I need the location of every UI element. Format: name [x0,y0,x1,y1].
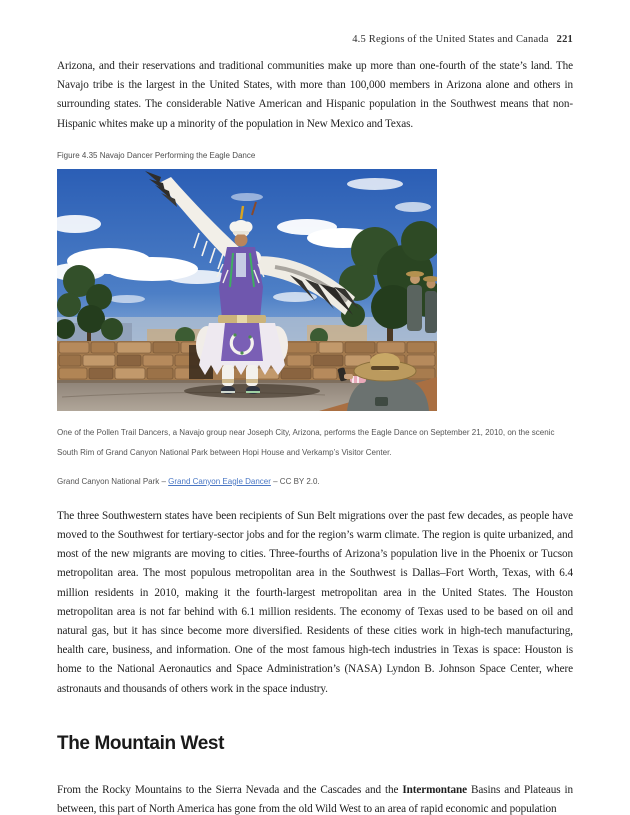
paragraph-sunbelt-migrations: The three Southwestern states have been recipients of Sun Belt migrations over the past few decades, as people have moved to the Southwest for tertiary-sector jobs and for the region’s warm climate. The region is quite urbanized, and most of the new migrants are moving to cities. Three-fourths of Arizona’s population live in the Phoenix or Tucson metropolitan area. The most populous metropolitan area in the Southwest is Dallas–Fort Worth, Texas, with 6.4 million residents in 2010, making it the fourth-largest metropolitan area in the United States. The Houston metropolitan area is not far behind with 6.1 million residents. The economy of Texas used to be based on oil and natural gas, but it has since become more diversified. Residents of these cities work in high-tech manufacturing, health care, business, and information. One of the most famous high-tech industries in Texas is space: Houston is home to the National Aeronautics and Space Administration’s (NASA) Lyndon B. Johnson Space Center, where astronauts and thousands of others work in the space industry. [57,509,573,695]
figure-attribution [57,477,573,486]
paragraph-arizona-navajo: Arizona, and their reservations and traditional communities make up more than one-fourth of the state’s land. The Navajo tribe is the largest in the United States, with more than 100,000 members in Arizona alone and others in surrounding states. The considerable Native American and Hispanic population in the Southwest means that non-Hispanic whites make up a minority of the population in New Mexico and Texas. [57,60,573,130]
intermontane-term: Intermontane [402,783,468,796]
paragraph-mountain-west [57,781,573,815]
attribution-source: Grand Canyon National Park – [57,476,169,486]
eagle-dancer-link[interactable]: Grand Canyon Eagle Dancer [168,476,271,486]
paragraph-mountain-west-end: Basins and Plateaus in between, this part of North America has gone from the old Wild West to an area of rapid economic and population [57,783,573,815]
eagle-dancer-photo-graphic [57,169,437,411]
figure-label: Figure 4.35 Navajo Dancer Performing the Eagle Dance [57,150,256,160]
paragraph-mountain-west-start: From the Rocky Mountains to the Sierra Nevada and the Cascades and the [57,783,403,796]
running-header-section: 4.5 Regions of the United States and Canada [352,34,549,45]
figure-4-35 [57,151,573,486]
page-number: 221 [556,34,573,45]
section-heading-mountain-west: The Mountain West [57,732,225,754]
running-header [57,34,573,45]
eagle-dancer-photo [57,169,437,411]
attribution-license: – CC BY 2.0. [270,476,320,486]
figure-caption: One of the Pollen Trail Dancers, a Navajo group near Joseph City, Arizona, performs the Eagle Dance on September 21, 2010, on the scenic South Rim of Grand Canyon National Park between Hopi House and Verkamp’s Visitor Center. [57,427,555,457]
